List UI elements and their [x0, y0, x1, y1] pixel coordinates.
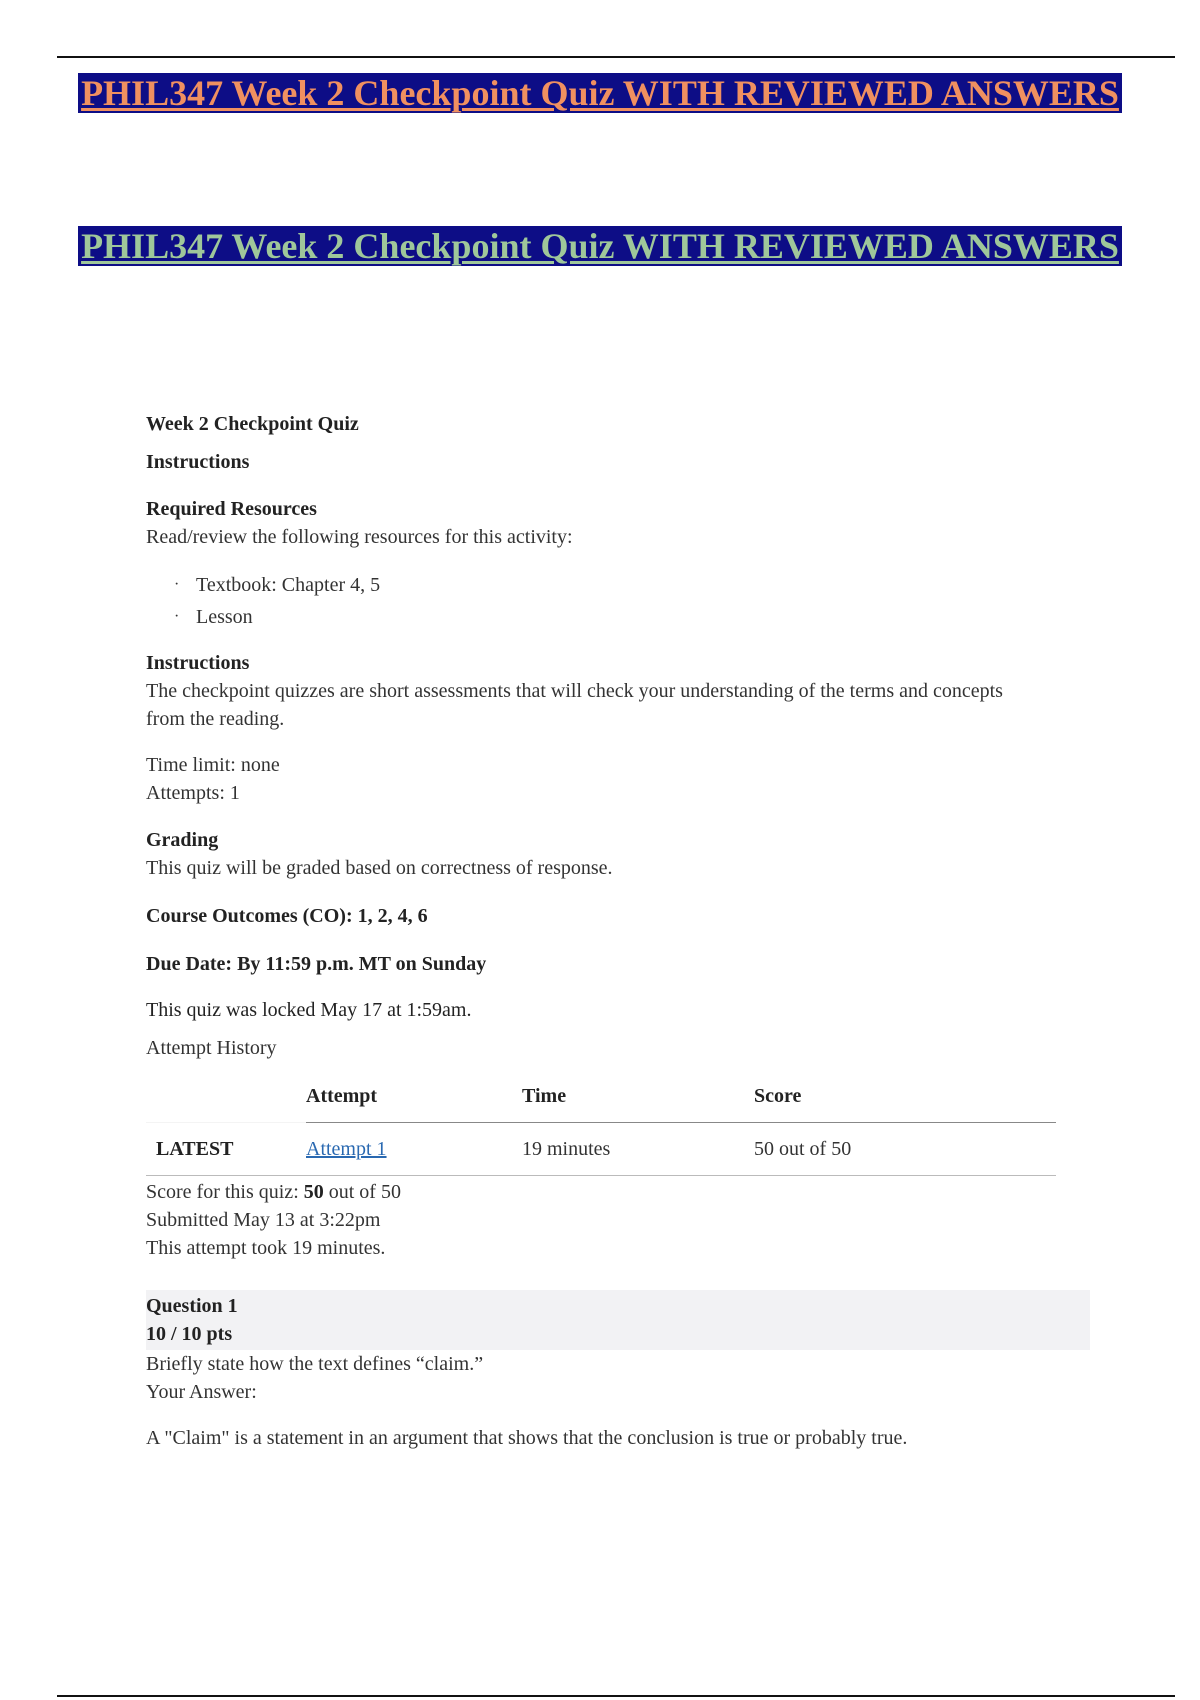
bullet-icon: ·: [174, 576, 180, 593]
list-item: [174, 603, 1096, 631]
grading-heading: Grading: [146, 829, 219, 851]
question-1-prompt: Briefly state how the text defines “claim.”: [146, 1353, 484, 1375]
attempt-summary: [146, 1178, 1096, 1262]
question-1-header: [146, 1290, 1090, 1350]
table-header-time: Time: [522, 1070, 754, 1123]
score-suffix: out of 50: [323, 1181, 401, 1203]
time-cell: 19 minutes: [522, 1123, 754, 1176]
resource-item-text: Textbook: Chapter 4, 5: [196, 574, 381, 596]
attempt-cell: [306, 1123, 522, 1176]
quiz-content: [146, 410, 1096, 1452]
banner-title-green: [0, 225, 1200, 268]
latest-label: LATEST: [146, 1123, 306, 1176]
banner-title-orange: [0, 72, 1200, 115]
attempt-history-table: [146, 1070, 1056, 1176]
banner-title-green-text: PHIL347 Week 2 Checkpoint Quiz WITH REVIEWED ANSWERS: [78, 226, 1122, 266]
limits-block: [146, 751, 1096, 807]
duration-line: This attempt took 19 minutes.: [146, 1237, 386, 1259]
table-header-score: Score: [754, 1070, 1056, 1123]
banner-title-orange-text: PHIL347 Week 2 Checkpoint Quiz WITH REVIEWED ANSWERS: [78, 73, 1122, 113]
due-date: Due Date: By 11:59 p.m. MT on Sunday: [146, 953, 487, 975]
list-item: [174, 571, 1096, 599]
table-header-row: [146, 1070, 1056, 1123]
resources-list: [146, 571, 1096, 631]
your-answer-label: Your Answer:: [146, 1381, 257, 1403]
top-rule: [57, 56, 1175, 58]
score-prefix: Score for this quiz:: [146, 1181, 304, 1203]
score-value: 50: [303, 1181, 324, 1203]
attempt-history-label: Attempt History: [146, 1037, 277, 1059]
question-1-answer: A "Claim" is a statement in an argument that shows that the conclusion is true or probably true.: [146, 1427, 908, 1449]
table-header-empty: [146, 1070, 306, 1123]
instructions-subheading: Instructions: [146, 652, 250, 674]
attempts-allowed: Attempts: 1: [146, 782, 240, 804]
grading-text: This quiz will be graded based on correctness of response.: [146, 857, 613, 879]
quiz-title: Week 2 Checkpoint Quiz: [146, 413, 359, 435]
resource-item-text: Lesson: [196, 606, 253, 628]
score-cell: 50 out of 50: [754, 1123, 1056, 1176]
attempt-1-link[interactable]: Attempt 1: [306, 1138, 387, 1160]
course-outcomes: Course Outcomes (CO): 1, 2, 4, 6: [146, 905, 428, 927]
question-1-title: Question 1: [146, 1295, 238, 1317]
table-row: [146, 1123, 1056, 1176]
table-header-attempt: Attempt: [306, 1070, 522, 1123]
bottom-rule: [57, 1695, 1175, 1697]
instructions-heading: Instructions: [146, 451, 250, 473]
instructions-text: The checkpoint quizzes are short assessments that will check your understanding of the terms and concepts from the reading.: [146, 680, 1003, 730]
locked-notice: This quiz was locked May 17 at 1:59am.: [146, 999, 472, 1021]
question-1-points: 10 / 10 pts: [146, 1323, 233, 1345]
quiz-score-line: [146, 1178, 1096, 1206]
submitted-line: Submitted May 13 at 3:22pm: [146, 1209, 381, 1231]
time-limit: Time limit: none: [146, 754, 280, 776]
resources-intro: Read/review the following resources for this activity:: [146, 526, 573, 548]
required-resources-heading: Required Resources: [146, 498, 317, 520]
bullet-icon: ·: [174, 608, 180, 625]
